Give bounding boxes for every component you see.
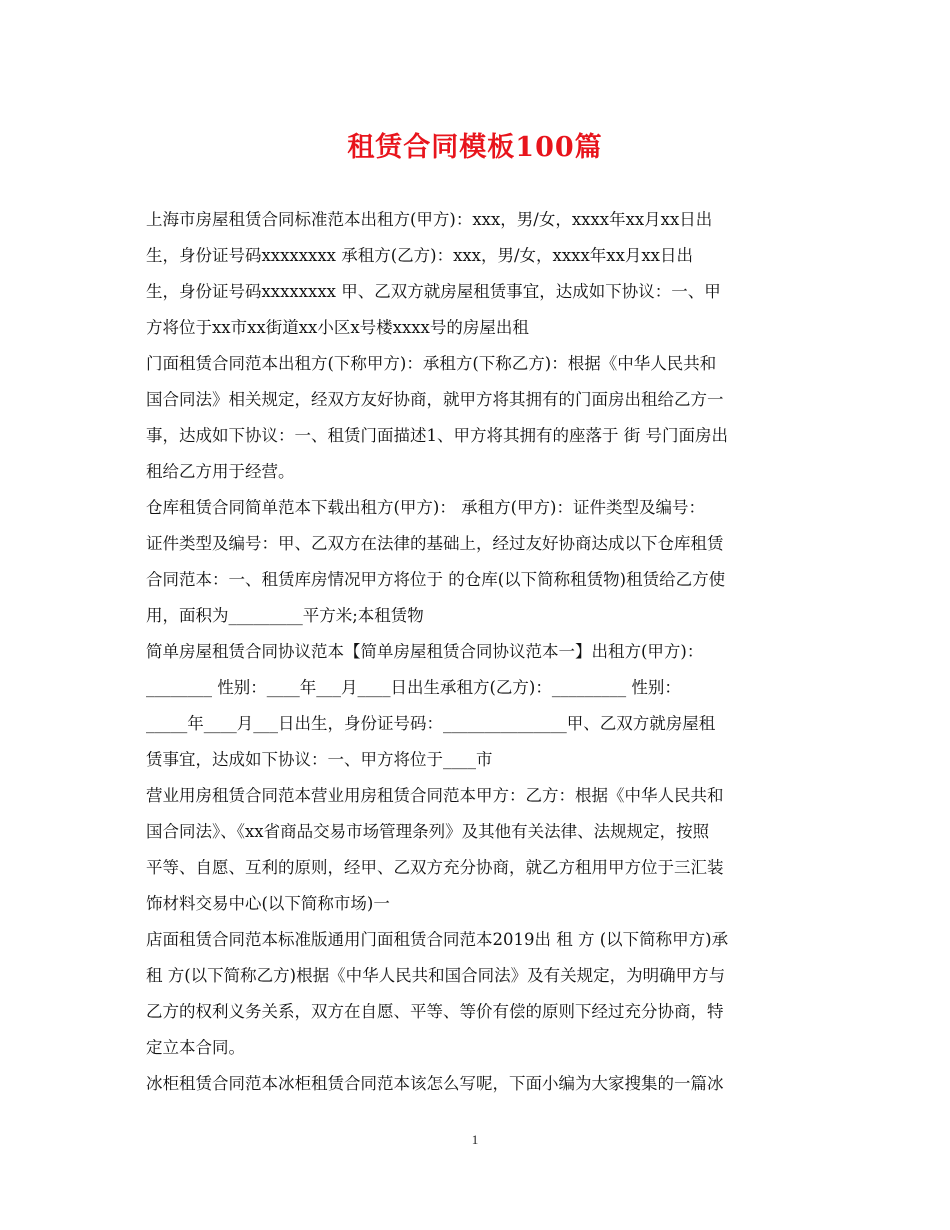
body-text-line: 定立本合同。 xyxy=(146,1038,245,1057)
body-text-line: 事，达成如下协议：一、租赁门面描述1、甲方将其拥有的座落于 街 号门面房出 xyxy=(146,426,728,445)
body-text-line: 用，面积为_________平方米;本租赁物 xyxy=(146,606,424,625)
body-text-line: 国合同法》相关规定，经双方友好协商，就甲方将其拥有的门面房出租给乙方一 xyxy=(146,390,724,409)
body-text-line: 合同范本：一、租赁库房情况甲方将位于 的仓库(以下简称租赁物)租赁给乙方使 xyxy=(146,570,726,589)
body-text-line: 国合同法》、《xx省商品交易市场管理条列》及其他有关法律、法规规定，按照 xyxy=(146,822,710,841)
body-text-line: _____年____月___日出生，身份证号码：_______________甲、乙双方就房屋租 xyxy=(146,714,716,733)
body-text-line: 店面租赁合同范本标准版通用门面租赁合同范本2019出 租 方 (以下简称甲方)承 xyxy=(146,930,729,949)
body-text-line: 租 方(以下简称乙方)根据《中华人民共和国合同法》及有关规定，为明确甲方与 xyxy=(146,966,726,985)
body-text-line: ________ 性别：____年___月____日出生承租方(乙方)：_________ 性别： xyxy=(146,678,681,697)
body-text-line: 上海市房屋租赁合同标准范本出租方(甲方)：xxx，男/女，xxxx年xx月xx日出 xyxy=(146,210,713,229)
body-text-line: 生，身份证号码xxxxxxxx 承租方(乙方)：xxx，男/女，xxxx年xx月xx日出 xyxy=(146,246,693,265)
document-body xyxy=(146,202,816,1102)
document-title: 租赁合同模板100篇 xyxy=(347,132,603,163)
page-number: 1 xyxy=(471,1132,479,1147)
body-text-line: 方将位于xx市xx街道xx小区x号楼xxxx号的房屋出租 xyxy=(146,318,529,337)
body-text-line: 乙方的权利义务关系，双方在自愿、平等、等价有偿的原则下经过充分协商，特 xyxy=(146,1002,724,1021)
body-text-line: 仓库租赁合同简单范本下载出租方(甲方)： 承租方(甲方)：证件类型及编号： xyxy=(146,498,705,517)
body-text-line: 营业用房租赁合同范本营业用房租赁合同范本甲方：乙方：根据《中华人民共和 xyxy=(146,786,724,805)
body-text-line: 饰材料交易中心(以下简称市场)一 xyxy=(146,894,390,913)
body-text-line: 平等、自愿、互利的原则，经甲、乙双方充分协商，就乙方租用甲方位于三汇装 xyxy=(146,858,724,877)
body-text-line: 生，身份证号码xxxxxxxx 甲、乙双方就房屋租赁事宜，达成如下协议：一、甲 xyxy=(146,282,721,301)
body-text-line: 证件类型及编号：甲、乙双方在法律的基础上，经过友好协商达成以下仓库租赁 xyxy=(146,534,724,553)
body-text-line: 冰柜租赁合同范本冰柜租赁合同范本该怎么写呢，下面小编为大家搜集的一篇冰 xyxy=(146,1074,724,1093)
body-text-line: 赁事宜，达成如下协议：一、甲方将位于____市 xyxy=(146,750,493,769)
body-text-line: 简单房屋租赁合同协议范本【简单房屋租赁合同协议范本一】出租方(甲方)： xyxy=(146,642,704,661)
body-text-line: 门面租赁合同范本出租方(下称甲方)：承租方(下称乙方)：根据《中华人民共和 xyxy=(146,354,717,373)
body-text-line: 租给乙方用于经营。 xyxy=(146,462,295,481)
